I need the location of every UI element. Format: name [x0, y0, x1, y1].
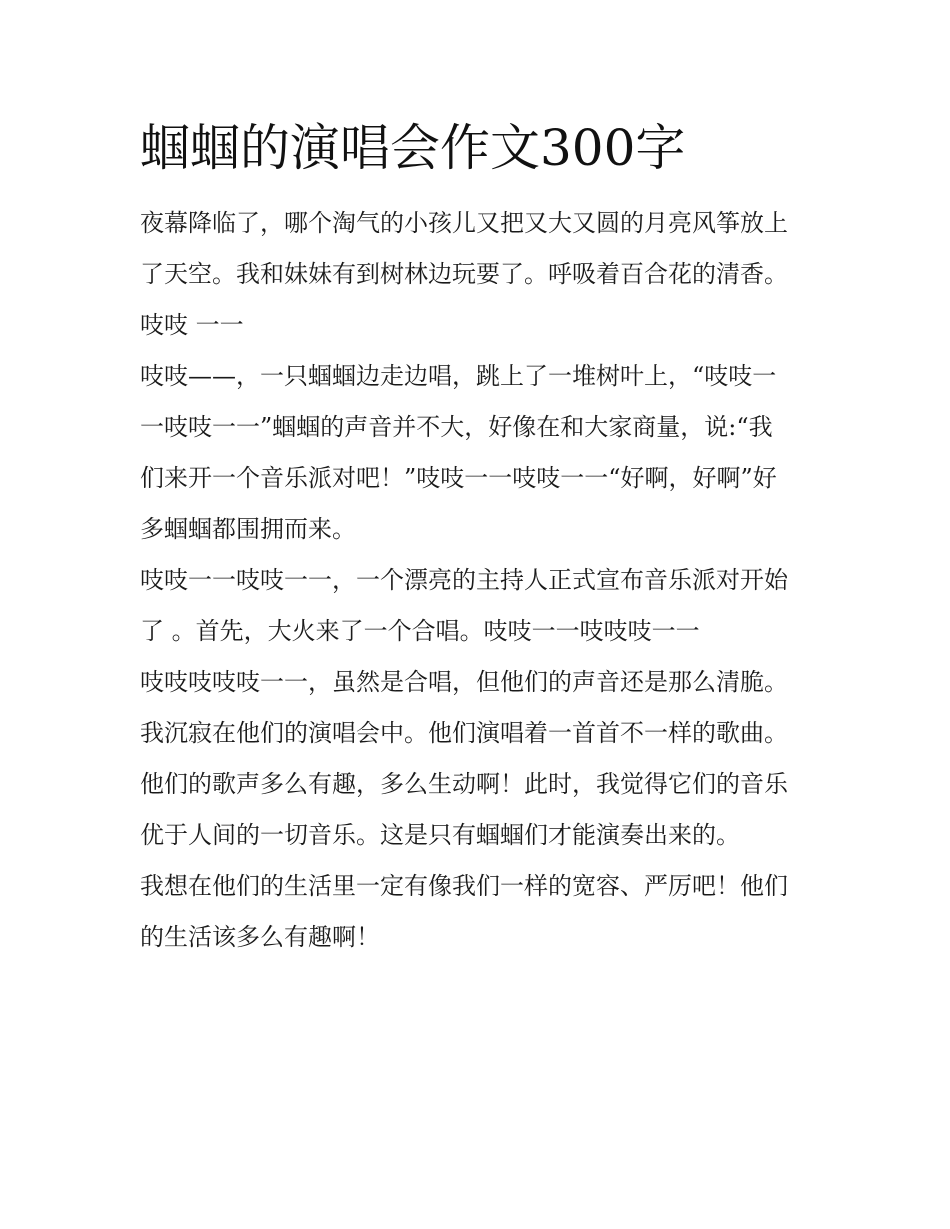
text-line: 我沉寂在他们的演唱会中。他们演唱着一首首不一样的歌曲。 [140, 719, 788, 747]
text-line: 吱吱——，一只蝈蝈边走边唱，跳上了一堆树叶上，“吱吱一 [140, 362, 777, 390]
text-line: 了 。首先，大火来了一个合唱。吱吱一一吱吱吱一一 [140, 617, 700, 645]
text-line: 吱吱吱吱吱一一，虽然是合唱，但他们的声音还是那么清脆。 [140, 668, 788, 696]
text-line: 优于人间的一切音乐。这是只有蝈蝈们才能演奏出来的。 [140, 821, 740, 849]
text-line: 夜幕降临了，哪个淘气的小孩儿又把又大又圆的月亮风筝放上 [140, 209, 788, 237]
text-line: 了天空。我和妹妹有到树林边玩要了。呼吸着百合花的清香。 [140, 260, 788, 288]
text-line: 的生活该多么有趣啊！ [140, 923, 380, 951]
text-line: 吱吱 一一 [140, 311, 244, 339]
text-line: 们来开一个音乐派对吧！”吱吱一一吱吱一一“好啊，好啊”好 [140, 464, 777, 492]
text-line: 多蝈蝈都围拥而来。 [140, 515, 356, 543]
text-line: 吱吱一一吱吱一一，一个漂亮的主持人正式宣布音乐派对开始 [140, 566, 788, 594]
document-title: 蝈蝈的演唱会作文300字 [140, 119, 686, 177]
text-line: 他们的歌声多么有趣，多么生动啊！此时，我觉得它们的音乐 [140, 770, 788, 798]
text-line: 我想在他们的生活里一定有像我们一样的宽容、严厉吧！他们 [140, 872, 788, 900]
text-line: 一吱吱一一”蝈蝈的声音并不大，好像在和大家商量，说:“我 [140, 413, 773, 441]
document-body [140, 198, 820, 963]
